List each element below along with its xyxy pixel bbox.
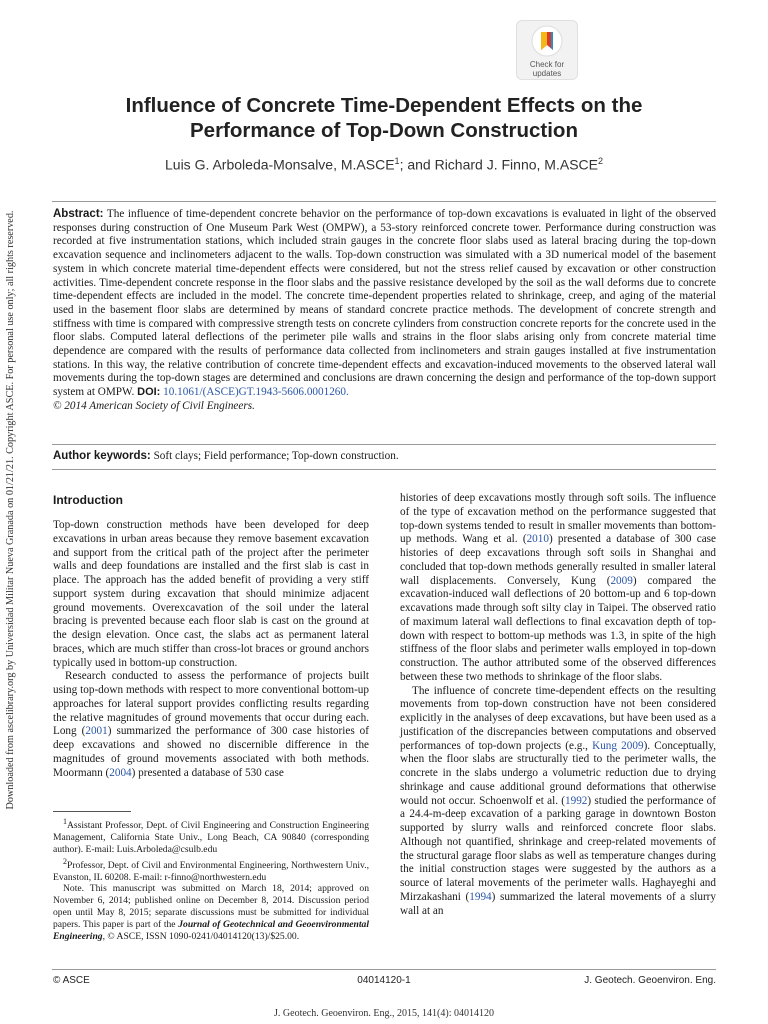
journal-name: Journal of Geotechnical and Geoenvironmental Engineering [53,918,369,942]
abstract-text: The influence of time-dependent concrete behavior on the performance of top-down excavations is evaluated in light of the observed responses during construction of One Museum Park West (OMPW), a 53-story reinforced concrete tower. Performance during construction was recorded at five instrumentation stations, which included strain gauges in the concrete floor slabs used as lateral bracing during the top-down excavation sequence and inclinometers adjacent to the walls. Top-down construction was simulated with a 3D numerical model of the basement system in which concrete material time-dependent effects were considered, but not the stress relief caused by excavation or other construction activities. Time-dependent concrete response in the floor slabs and the passive resistance developed by the soil as the wall deforms due to concrete time-dependent effects are included in the model. The concrete time-dependent properties related to shrinkage, creep, and aging of the material used in the basement floor slabs are determined by means of standard concrete practice methods. The development of concrete strength and stiffness with time is compared with compressive strength tests on concrete cylinders from construction concrete reports for the concrete used in the floor slabs. Computed lateral deflections of the perimeter pile walls and strains in the floor slabs arising only from concrete material time dependence are compared with the results of performance data collected from inclinometers and strain gauges installed at five instrumentation stations. In this way, the relative contribution of concrete time-dependent effects and excavation-induced movements to the observed lateral wall movements during the top-down stages are determined and conclusions are drawn concerning the design and performance of the top-down support system at OMPW. [53,208,716,399]
citation-link[interactable]: 1992 [565,794,588,807]
footnote-marker: 2 [63,856,67,866]
bookmark-ribbon-icon [530,24,564,58]
footnote-marker: 1 [63,817,67,826]
download-notice: Downloaded from ascelibrary.org by Universidad Militar Nueva Granada on 01/21/21. Copyright ASCE. For personal use only; all rights reserved. [5,210,16,810]
keywords-text: Soft clays; Field performance; Top-down construction. [153,450,399,462]
footnote-text: Assistant Professor, Dept. of Civil Engineering and Construction Engineering Management, California State Univ., Long Beach, CA 90840 (corresponding author). E-mail: Luis.Arboleda@csulb.edu [53,820,369,855]
paragraph: Top-down construction methods have been developed for deep excavations in urban areas because they remove basement excavation and support from the critical path of the project after the perimeter walls and deep foundations are installed and the first slab is cast in place. The approach has the added benefit of providing a very stiff support system during excavation that should minimize adjacent ground movements. Overexcavation of the soil under the lateral bracing is prevented because each floor slab is cast on the ground at the design elevation. Once cast, the slabs act as permanent lateral braces, which are much stiffer than cross-lot braces or ground anchors typically used in bottom-up construction. [53,519,369,669]
author-keywords [53,450,716,462]
text-run: ) presented a database of 530 case [131,766,284,779]
citation-link[interactable]: 1994 [469,890,492,903]
footer-center: 04014120-1 [357,975,411,986]
text-run: Research conducted to assess the performance of projects built using top-down methods with respect to more conventional bottom-up approaches for lateral support provides conflicting results regarding the relative magnitudes of ground movements that occur during each. Long ( [53,670,369,738]
text-run: ) presented a database of 300 case histories of deep excavations through soft soils in Shanghai and concluded that top-down methods generally resulted in smaller lateral wall displacements. Conversely, Kung ( [400,533,717,587]
citation-link[interactable]: 2001 [85,725,108,738]
title-line-1: Influence of Concrete Time-Dependent Effects on the [125,94,643,117]
section-heading-introduction: Introduction [53,493,123,507]
footer-right: J. Geotech. Geoenviron. Eng. [584,975,716,986]
text-run: histories of deep excavations mostly through soft soils. The influence of the type of excavation method on the performance suggested that top-down systems tended to result in smaller movements than bottom-up methods. Wang et al. ( [400,492,716,546]
citation-link[interactable]: 2009 [610,574,633,587]
footer-left: © ASCE [53,975,90,986]
right-column [400,492,716,918]
text-run: The influence of concrete time-dependent effects on the resulting movements from top-down construction have not been considered explicitly in the analyses of deep excavations, but have been used as a justification of the discrepancies between computations and observed performances of top-down projects (e.g., [400,684,716,752]
text-run: ) studied the performance of a 24.4-m-deep excavation of a parking garage in downtown Boston supported by slurry walls and reinforced concrete floor slabs. Although not quantified, shrinkage and creep-related movements of the structural garage floor slabs as well as temperature changes during the initial construction stages were suggested by the authors as a source of lateral movements of the perimeter walls. Haghayeghi and Mirzakashani ( [400,794,716,903]
keywords-top-rule [52,444,716,445]
abstract-copyright: © 2014 American Society of Civil Engineers. [53,399,255,412]
doi-link[interactable]: 10.1061/(ASCE)GT.1943-5606.0001260. [163,386,349,399]
doi-label: DOI: [137,386,161,399]
citation-link[interactable]: 2010 [526,533,549,546]
left-column [53,519,369,780]
note-text: , © ASCE, ISSN 1090-0241/04014120(13)/$25.00. [102,930,300,942]
footnote-rule [53,811,131,812]
paragraph [400,492,716,685]
author-line [60,156,708,173]
abstract-top-rule [52,201,716,202]
keywords-label: Author keywords: [53,450,151,462]
citation-link[interactable]: 2004 [109,766,132,779]
keywords-bottom-rule [52,469,716,470]
title-line-2: Performance of Top-Down Construction [190,119,578,142]
footnote-text: Professor, Dept. of Civil and Environmental Engineering, Northwestern Univ., Evanston, IL 60208. E-mail: r-finno@northwestern.edu [53,859,369,883]
author-1: Luis G. Arboleda-Monsalve, M.ASCE [165,156,395,173]
note-text: Note. This manuscript was submitted on March 18, 2014; approved on November 6, 2014; published online on December 8, 2014. Discussion period open until May 8, 2015; separate discussions must be submitted for individual papers. This paper is part of the [53,883,369,930]
paper-title [60,93,708,143]
abstract-label: Abstract: [53,208,104,220]
author-separator: ; and Richard J. Finno, M.ASCE [399,156,598,173]
footnote-1 [53,816,369,856]
check-for-updates-badge[interactable] [516,20,578,80]
author-1-affil: 1 [394,156,400,166]
text-run: ) compared the excavation-induced wall deflections of 20 bottom-up and 6 top-down excavations made through soft silty clay in Taipei. The observed ratio of maximum lateral wall deflections to final excavation depth of top-down with respect to bottom-up methods was 1.3, in spite of the high stiffness of the floor slabs and perimeter walls employed in top-down construction. The author attributed some of the observed differences between these two methods to shrinkage of the floor slabs. [400,574,716,683]
citation-link[interactable]: Kung 2009 [592,739,644,752]
text-run: ) summarized the performance of 300 case histories of deep excavations and showed no discernible difference in the magnitudes of ground movements associated with both methods. Moormann ( [53,725,370,779]
paragraph [53,670,369,780]
text-run: ) summarized the lateral movements of a slurry wall at an [400,890,716,917]
badge-label-line1: Check for [529,60,565,69]
submission-note [53,883,369,942]
bottom-citation: J. Geotech. Geoenviron. Eng., 2015, 141(4): 04014120 [274,1008,494,1019]
text-run: ). Conceptually, when the floor slabs are structurally tied to the perimeter walls, the concrete in the slabs undergo a volumetric reduction due to drying shrinkage and cause additional ground deformations that otherwise would not occur. Schoenwolf et al. ( [400,739,716,807]
paragraph [400,685,716,919]
abstract [53,208,716,414]
footnote-2 [53,856,369,884]
author-2-affil: 2 [597,156,603,166]
badge-label-line2: updates [532,69,562,78]
footer-rule [52,969,716,970]
footnotes [53,816,369,942]
